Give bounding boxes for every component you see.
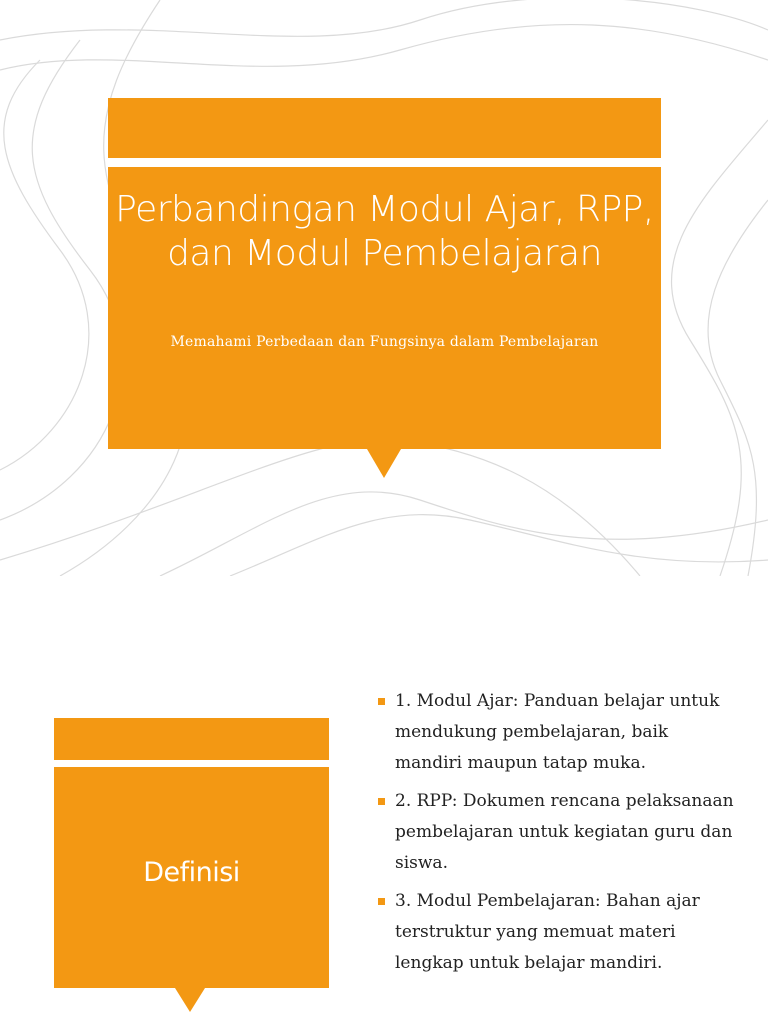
definisi-heading: Definisi [143,857,240,888]
title-pointer [367,449,401,478]
title-top-band [108,98,661,158]
list-item-text: 2. RPP: Dokumen rencana pelaksanaan pembelajaran untuk kegiatan guru dan siswa. [395,791,734,873]
slide-subtitle-text: Memahami Perbedaan dan Fungsinya dalam Pembelajaran [170,334,599,350]
square-bullet-icon [378,798,385,805]
list-item [378,686,738,779]
list-item [378,886,738,979]
definisi-pointer [175,988,205,1012]
list-item-text: 3. Modul Pembelajaran: Bahan ajar terstruktur yang memuat materi lengkap untuk belajar mandiri. [395,891,700,973]
list-item [378,786,738,879]
slide-definisi [0,576,768,1024]
slide-title-text: Perbandingan Modul Ajar, RPP, dan Modul Pembelajaran [115,189,654,274]
square-bullet-icon [378,698,385,705]
definition-list [378,686,738,986]
list-item-text: 1. Modul Ajar: Panduan belajar untuk mendukung pembelajaran, baik mandiri maupun tatap muka. [395,691,720,773]
definisi-top-band [54,718,329,760]
square-bullet-icon [378,898,385,905]
